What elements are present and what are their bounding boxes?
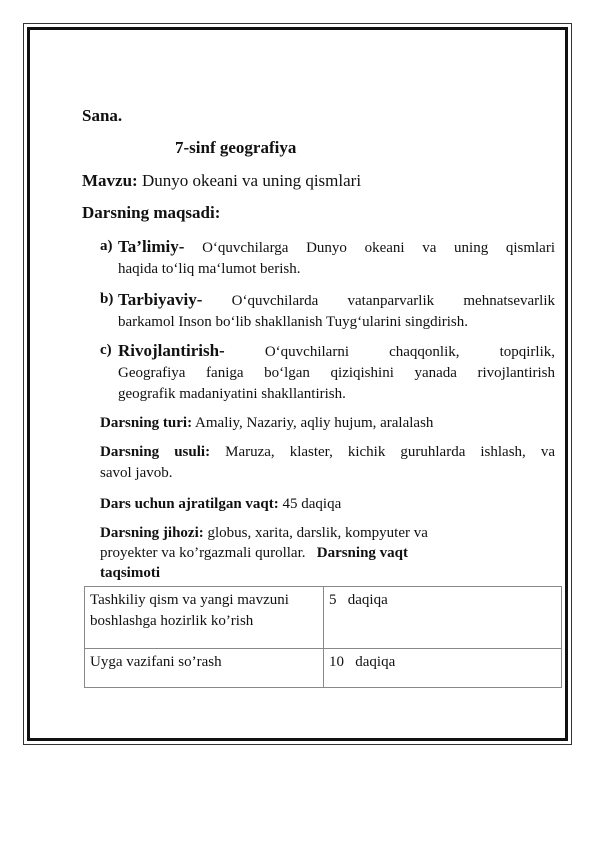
objective-line <box>118 340 555 363</box>
objective-text: O‘quvchilarga Dunyo okeani va uning qismlari <box>202 240 555 256</box>
duration-cell: 5 daqiqa <box>324 587 562 649</box>
schedule-table <box>84 586 562 688</box>
objective-line <box>118 236 555 259</box>
schedule-title: taqsimoti <box>100 565 160 581</box>
objective-heading: Rivojlantirish- <box>118 341 225 360</box>
duration-cell: 10 daqiqa <box>324 649 562 688</box>
objective-marker: b) <box>100 291 114 307</box>
objective-text: Geografiya faniga bo‘lgan qiziqishini yanada rivojlantirish <box>118 365 555 381</box>
lesson-method-line <box>100 442 555 463</box>
objective-line <box>118 289 555 312</box>
objective-text: geografik madaniyatini shakllantirish. <box>118 386 346 402</box>
subject-title: 7-sinf geografiya <box>175 138 297 157</box>
topic-line <box>82 171 361 191</box>
activity-text: boshlashga hozirlik ko’rish <box>90 613 254 629</box>
lesson-time-label: Dars uchun ajratilgan vaqt: <box>100 496 279 512</box>
objective-text: haqida to‘liq ma‘lumot berish. <box>118 261 301 277</box>
objective-heading: Ta’limiy- <box>118 237 185 256</box>
activity-text: Tashkiliy qism va yangi mavzuni <box>90 592 289 608</box>
equipment-label: Darsning jihozi: <box>100 525 204 541</box>
table-row <box>85 587 562 649</box>
equipment-value: proyekter va ko’rgazmali qurollar. <box>100 545 306 561</box>
objective-heading: Tarbiyaviy- <box>118 290 203 309</box>
lesson-method-value: Maruza, klaster, kichik guruhlarda ishlash, va <box>225 444 555 460</box>
objective-marker: c) <box>100 342 112 358</box>
table-row <box>85 649 562 688</box>
schedule-title: Darsning vaqt <box>316 545 409 561</box>
activity-text: Uyga vazifani so’rash <box>90 654 222 670</box>
objective-text: O‘quvchilarni chaqqonlik, topqirlik, <box>264 344 555 360</box>
lesson-type-value: Amaliy, Nazariy, aqliy hujum, aralalash <box>195 415 434 431</box>
objective-text: barkamol Inson bo‘lib shakllanish Tuyg‘ularini singdirish. <box>118 314 468 330</box>
objective-marker: a) <box>100 238 113 254</box>
lesson-time <box>100 494 555 515</box>
equipment <box>100 523 555 583</box>
lesson-method <box>100 442 555 484</box>
topic-label: Mavzu: <box>82 171 138 190</box>
objective-item <box>100 236 555 280</box>
lesson-type <box>100 413 555 434</box>
activity-cell <box>85 649 324 688</box>
equipment-line <box>100 523 555 543</box>
equipment-value: globus, xarita, darslik, kompyuter va <box>207 525 428 541</box>
objective-item <box>100 289 555 333</box>
lesson-time-value: 45 daqiqa <box>282 496 342 512</box>
objective-item <box>100 340 555 405</box>
equipment-line <box>100 543 555 563</box>
topic-value: Dunyo okeani va uning qismlari <box>141 171 362 190</box>
lesson-type-label: Darsning turi: <box>100 415 193 431</box>
objectives-title: Darsning maqsadi: <box>82 203 221 222</box>
date-label: Sana. <box>82 106 123 125</box>
activity-cell <box>85 587 324 649</box>
lesson-method-value: savol javob. <box>100 465 173 481</box>
lesson-method-label: Darsning usuli: <box>100 444 211 460</box>
objective-text: O‘quvchilarda vatanparvarlik mehnatsevarlik <box>231 293 556 309</box>
